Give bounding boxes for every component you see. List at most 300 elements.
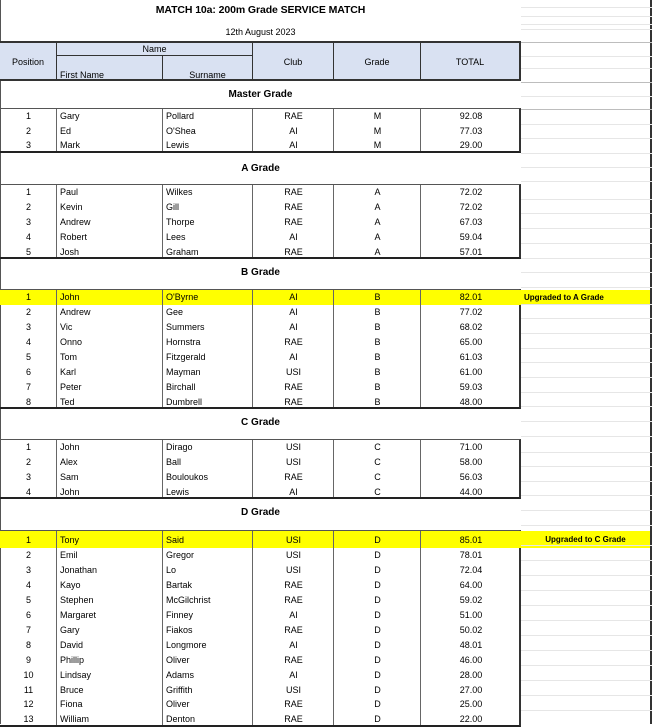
first-name-cell[interactable]: Mark — [60, 140, 80, 151]
table-row[interactable] — [0, 138, 521, 153]
surname-cell[interactable]: Fiakos — [166, 624, 193, 635]
table-row[interactable] — [0, 109, 521, 124]
first-name-cell[interactable]: Vic — [60, 322, 73, 333]
first-name-cell[interactable]: Phillip — [60, 654, 85, 665]
position-cell[interactable]: 1 — [25, 534, 31, 545]
grid-line — [521, 452, 652, 453]
grid-line — [521, 377, 652, 378]
grid-line — [521, 24, 652, 25]
position-cell[interactable]: 3 — [25, 322, 31, 333]
total-cell[interactable]: 58.00 — [459, 457, 483, 468]
surname-cell[interactable]: Lewis — [166, 140, 190, 151]
first-name-cell[interactable]: Ed — [60, 125, 72, 136]
header-name: Name — [142, 44, 167, 54]
column-divider — [420, 290, 421, 407]
first-name-cell[interactable]: Kevin — [60, 202, 83, 213]
grid-line — [521, 272, 652, 273]
grade-cell[interactable]: D — [374, 639, 381, 650]
grid-line — [521, 304, 652, 305]
table-row[interactable] — [0, 652, 521, 667]
first-name-cell[interactable]: Gary — [60, 624, 80, 635]
total-cell[interactable]: 72.04 — [459, 565, 483, 576]
position-cell[interactable]: 12 — [23, 699, 34, 710]
total-cell[interactable]: 48.01 — [459, 639, 483, 650]
grade-cell[interactable]: D — [374, 580, 381, 591]
position-cell[interactable]: 7 — [25, 381, 31, 392]
total-cell[interactable]: 67.03 — [459, 216, 483, 227]
table-row[interactable] — [0, 563, 521, 578]
first-name-cell[interactable]: Emil — [60, 550, 78, 561]
club-cell[interactable]: AI — [289, 125, 298, 136]
club-cell[interactable]: AI — [289, 486, 298, 497]
club-cell[interactable]: AI — [289, 610, 298, 621]
grid-line — [521, 7, 652, 8]
position-cell[interactable]: 4 — [25, 231, 31, 242]
club-cell[interactable]: RAE — [284, 337, 303, 348]
column-divider — [252, 531, 253, 725]
grid-line — [521, 560, 652, 561]
surname-cell[interactable]: O'Byrne — [166, 292, 199, 303]
surname-cell[interactable]: Hornstra — [166, 337, 201, 348]
surname-cell[interactable]: Lewis — [166, 486, 190, 497]
column-divider — [420, 109, 421, 151]
grid-line — [521, 665, 652, 666]
grade-cell[interactable]: A — [374, 202, 381, 213]
position-cell[interactable]: 5 — [25, 352, 31, 363]
total-cell[interactable]: 85.01 — [459, 534, 483, 545]
surname-cell[interactable]: Bartak — [166, 580, 193, 591]
first-name-cell[interactable]: Tom — [60, 352, 78, 363]
total-cell[interactable]: 64.00 — [459, 580, 483, 591]
club-cell[interactable]: RAE — [284, 246, 303, 257]
position-cell[interactable]: 3 — [25, 565, 31, 576]
first-name-cell[interactable]: Onno — [60, 337, 83, 348]
column-divider — [333, 185, 334, 257]
first-name-cell[interactable]: Jonathan — [60, 565, 98, 576]
column-divider — [252, 290, 253, 407]
column-divider — [420, 531, 421, 725]
grid-line — [521, 421, 652, 422]
total-cell[interactable]: 72.02 — [459, 187, 483, 198]
club-cell[interactable]: AI — [289, 322, 298, 333]
first-name-cell[interactable]: Margaret — [60, 610, 97, 621]
total-cell[interactable]: 25.00 — [459, 699, 483, 710]
club-cell[interactable]: RAE — [284, 580, 303, 591]
table-row[interactable] — [0, 305, 521, 320]
club-cell[interactable]: RAE — [284, 381, 303, 392]
first-name-cell[interactable]: Karl — [60, 366, 77, 377]
table-row[interactable] — [0, 394, 521, 409]
grade-cell[interactable]: A — [374, 187, 381, 198]
grid-line — [521, 181, 652, 182]
club-cell[interactable]: USI — [285, 550, 301, 561]
position-cell[interactable]: 5 — [25, 246, 31, 257]
total-cell[interactable]: 27.00 — [459, 684, 483, 695]
club-cell[interactable]: RAE — [284, 714, 303, 725]
first-name-cell[interactable]: Bruce — [60, 684, 84, 695]
table-row[interactable] — [0, 470, 521, 485]
grade-cell[interactable]: C — [374, 442, 381, 453]
table-row[interactable] — [0, 335, 521, 350]
grid-line — [521, 68, 652, 69]
position-cell[interactable]: 3 — [25, 471, 31, 482]
grade-cell[interactable]: D — [374, 610, 381, 621]
grid-line — [521, 109, 652, 110]
surname-cell[interactable]: Oliver — [166, 699, 190, 710]
table-row[interactable] — [0, 365, 521, 380]
section-table — [0, 108, 521, 153]
column-divider — [56, 531, 57, 725]
grade-cell[interactable]: B — [374, 381, 381, 392]
column-divider — [333, 290, 334, 407]
position-cell[interactable]: 1 — [25, 111, 31, 122]
first-name-cell[interactable]: Andrew — [60, 307, 91, 318]
grid-line — [521, 333, 652, 334]
grid-line — [521, 199, 652, 200]
position-cell[interactable]: 13 — [23, 714, 34, 725]
grid-line — [521, 392, 652, 393]
surname-cell[interactable]: Thorpe — [166, 216, 195, 227]
surname-cell[interactable]: Longmore — [166, 639, 207, 650]
grade-cell[interactable]: D — [374, 684, 381, 695]
total-cell[interactable]: 22.00 — [459, 714, 483, 725]
grade-cell[interactable]: B — [374, 292, 381, 303]
grade-cell[interactable]: B — [374, 366, 381, 377]
surname-cell[interactable]: McGilchrist — [166, 595, 211, 606]
table-row[interactable] — [0, 320, 521, 335]
header-total: TOTAL — [455, 57, 485, 67]
surname-cell[interactable]: Dumbrell — [166, 396, 203, 407]
surname-cell[interactable]: Mayman — [166, 366, 201, 377]
club-cell[interactable]: RAE — [284, 654, 303, 665]
position-cell[interactable]: 2 — [25, 307, 31, 318]
club-cell[interactable]: USI — [285, 442, 301, 453]
club-cell[interactable]: RAE — [284, 216, 303, 227]
surname-cell[interactable]: Bouloukos — [166, 471, 209, 482]
grade-cell[interactable]: D — [374, 714, 381, 725]
surname-cell[interactable]: Summers — [166, 322, 205, 333]
column-divider — [56, 290, 57, 407]
grade-cell[interactable]: A — [374, 216, 381, 227]
first-name-cell[interactable]: Josh — [60, 246, 80, 257]
club-cell[interactable]: AI — [289, 669, 298, 680]
header-grade: Grade — [364, 57, 390, 67]
section-title: A Grade — [241, 163, 280, 174]
surname-cell[interactable]: Finney — [166, 610, 194, 621]
position-cell[interactable]: 6 — [25, 610, 31, 621]
total-cell[interactable]: 59.03 — [459, 381, 483, 392]
club-cell[interactable]: RAE — [284, 202, 303, 213]
total-cell[interactable]: 56.03 — [459, 471, 483, 482]
total-cell[interactable]: 51.00 — [459, 610, 483, 621]
grade-cell[interactable]: M — [373, 111, 382, 122]
position-cell[interactable]: 2 — [25, 457, 31, 468]
grid-line — [521, 590, 652, 591]
club-cell[interactable]: USI — [285, 457, 301, 468]
grade-cell[interactable]: D — [374, 669, 381, 680]
total-cell[interactable]: 72.02 — [459, 202, 483, 213]
first-name-cell[interactable]: Lindsay — [60, 669, 92, 680]
grid-line — [521, 167, 652, 168]
table-row[interactable] — [0, 697, 521, 712]
first-name-cell[interactable]: David — [60, 639, 84, 650]
position-cell[interactable]: 4 — [25, 580, 31, 591]
surname-cell[interactable]: O'Shea — [166, 125, 196, 136]
column-divider — [162, 185, 163, 257]
surname-cell[interactable]: Gee — [166, 307, 184, 318]
grade-cell[interactable]: D — [374, 534, 381, 545]
grade-cell[interactable]: A — [374, 231, 381, 242]
position-cell[interactable]: 1 — [25, 187, 31, 198]
club-cell[interactable]: USI — [285, 534, 301, 545]
grade-cell[interactable]: D — [374, 595, 381, 606]
surname-cell[interactable]: Griffith — [166, 684, 193, 695]
grid-line — [521, 243, 652, 244]
total-cell[interactable]: 65.00 — [459, 337, 483, 348]
total-cell[interactable]: 46.00 — [459, 654, 483, 665]
first-name-cell[interactable]: Ted — [60, 396, 75, 407]
column-divider — [252, 440, 253, 497]
surname-cell[interactable]: Lo — [166, 565, 177, 576]
table-row[interactable] — [0, 290, 521, 305]
grade-cell[interactable]: B — [374, 396, 381, 407]
surname-cell[interactable]: Pollard — [166, 111, 195, 122]
table-row[interactable] — [0, 667, 521, 682]
upgrade-note: Upgraded to C Grade — [521, 531, 650, 548]
first-name-cell[interactable]: Andrew — [60, 216, 91, 227]
total-cell[interactable]: 77.03 — [459, 125, 483, 136]
grade-cell[interactable]: D — [374, 565, 381, 576]
surname-cell[interactable]: Graham — [166, 246, 199, 257]
section-table — [0, 289, 521, 409]
column-divider — [162, 440, 163, 497]
grade-cell[interactable]: C — [374, 457, 381, 468]
total-cell[interactable]: 71.00 — [459, 442, 483, 453]
section-title: C Grade — [241, 417, 280, 428]
club-cell[interactable]: USI — [285, 684, 301, 695]
column-divider — [333, 109, 334, 151]
table-row[interactable] — [0, 350, 521, 365]
table-row[interactable] — [0, 455, 521, 470]
first-name-cell[interactable]: Fiona — [60, 699, 83, 710]
position-cell[interactable]: 9 — [25, 654, 31, 665]
club-cell[interactable]: AI — [289, 352, 298, 363]
position-cell[interactable]: 2 — [25, 202, 31, 213]
grid-line — [521, 525, 652, 526]
first-name-cell[interactable]: John — [60, 442, 80, 453]
grid-line — [521, 620, 652, 621]
position-cell[interactable]: 5 — [25, 595, 31, 606]
surname-cell[interactable]: Denton — [166, 714, 196, 725]
position-cell[interactable]: 8 — [25, 639, 31, 650]
position-cell[interactable]: 2 — [25, 550, 31, 561]
first-name-cell[interactable]: Robert — [60, 231, 88, 242]
first-name-cell[interactable]: Sam — [60, 471, 79, 482]
grade-cell[interactable]: C — [374, 471, 381, 482]
table-row[interactable] — [0, 124, 521, 139]
grade-cell[interactable]: D — [374, 699, 381, 710]
table-row[interactable] — [0, 593, 521, 608]
table-header — [0, 41, 521, 81]
document-title: MATCH 10a: 200m Grade SERVICE MATCH — [155, 4, 366, 16]
surname-cell[interactable]: Adams — [166, 669, 195, 680]
grid-line — [521, 348, 652, 349]
grade-cell[interactable]: D — [374, 550, 381, 561]
first-name-cell[interactable]: Peter — [60, 381, 82, 392]
section-title: B Grade — [241, 267, 280, 278]
first-name-cell[interactable]: Stephen — [60, 595, 94, 606]
club-cell[interactable]: RAE — [284, 595, 303, 606]
grid-line — [521, 710, 652, 711]
position-cell[interactable]: 1 — [25, 442, 31, 453]
grade-cell[interactable]: M — [373, 125, 382, 136]
grid-line — [521, 258, 652, 259]
grid-line — [521, 56, 652, 57]
column-divider — [333, 440, 334, 497]
position-cell[interactable]: 3 — [25, 140, 31, 151]
position-cell[interactable]: 4 — [25, 337, 31, 348]
table-row[interactable] — [0, 637, 521, 652]
table-row[interactable] — [0, 200, 521, 215]
grid-line — [521, 650, 652, 651]
position-cell[interactable]: 2 — [25, 125, 31, 136]
club-cell[interactable]: AI — [289, 307, 298, 318]
grid-line — [521, 138, 652, 139]
table-row[interactable] — [0, 531, 521, 548]
table-row[interactable] — [0, 712, 521, 727]
header-first-name: First Name — [60, 70, 105, 80]
table-row[interactable] — [0, 623, 521, 638]
section-title: Master Grade — [228, 89, 293, 100]
grid-line — [521, 29, 652, 30]
section-title: D Grade — [241, 507, 280, 518]
position-cell[interactable]: 1 — [25, 292, 31, 303]
club-cell[interactable]: USI — [285, 565, 301, 576]
column-divider — [162, 109, 163, 151]
document-date: 12th August 2023 — [225, 27, 296, 37]
club-cell[interactable]: RAE — [284, 396, 303, 407]
total-cell[interactable]: 61.00 — [459, 366, 483, 377]
table-row[interactable] — [0, 379, 521, 394]
club-cell[interactable]: RAE — [284, 699, 303, 710]
surname-cell[interactable]: Birchall — [166, 381, 196, 392]
surname-cell[interactable]: Dirago — [166, 442, 193, 453]
total-cell[interactable]: 57.01 — [459, 246, 483, 257]
position-cell[interactable]: 11 — [23, 684, 34, 695]
surname-cell[interactable]: Said — [166, 534, 185, 545]
surname-cell[interactable]: Lees — [166, 231, 186, 242]
total-cell[interactable]: 59.02 — [459, 595, 483, 606]
total-cell[interactable]: 44.00 — [459, 486, 483, 497]
table-row[interactable] — [0, 440, 521, 455]
grade-cell[interactable]: D — [374, 654, 381, 665]
grade-cell[interactable]: B — [374, 337, 381, 348]
table-row[interactable] — [0, 484, 521, 499]
grade-cell[interactable]: D — [374, 624, 381, 635]
grid-line — [521, 124, 652, 125]
club-cell[interactable]: USI — [285, 366, 301, 377]
grid-line — [521, 510, 652, 511]
club-cell[interactable]: AI — [289, 140, 298, 151]
total-cell[interactable]: 82.01 — [459, 292, 483, 303]
grid-line — [521, 406, 652, 407]
table-row[interactable] — [0, 185, 521, 200]
position-cell[interactable]: 4 — [25, 486, 31, 497]
column-divider — [56, 185, 57, 257]
surname-cell[interactable]: Oliver — [166, 654, 190, 665]
total-cell[interactable]: 77.02 — [459, 307, 483, 318]
first-name-cell[interactable]: Tony — [60, 534, 80, 545]
surname-cell[interactable]: Gill — [166, 202, 179, 213]
first-name-cell[interactable]: Paul — [60, 187, 79, 198]
table-row[interactable] — [0, 578, 521, 593]
position-cell[interactable]: 6 — [25, 366, 31, 377]
grid-line — [521, 605, 652, 606]
position-cell[interactable]: 10 — [23, 669, 34, 680]
table-row[interactable] — [0, 244, 521, 259]
club-cell[interactable]: AI — [289, 231, 298, 242]
surname-cell[interactable]: Fitzgerald — [166, 352, 206, 363]
grade-cell[interactable]: A — [374, 246, 381, 257]
first-name-cell[interactable]: Alex — [60, 457, 78, 468]
total-cell[interactable]: 50.02 — [459, 624, 483, 635]
total-cell[interactable]: 78.01 — [459, 550, 483, 561]
club-cell[interactable]: RAE — [284, 111, 303, 122]
club-cell[interactable]: AI — [289, 292, 298, 303]
club-cell[interactable]: RAE — [284, 471, 303, 482]
table-row[interactable] — [0, 608, 521, 623]
grid-line — [521, 318, 652, 319]
grid-line — [521, 228, 652, 229]
grade-cell[interactable]: B — [374, 307, 381, 318]
table-row[interactable] — [0, 215, 521, 230]
first-name-cell[interactable]: Kayo — [60, 580, 81, 591]
first-name-cell[interactable]: John — [60, 292, 80, 303]
table-row[interactable] — [0, 548, 521, 563]
grade-cell[interactable]: M — [373, 140, 382, 151]
grid-line — [521, 495, 652, 496]
column-divider — [252, 109, 253, 151]
total-cell[interactable]: 59.04 — [459, 231, 483, 242]
total-cell[interactable]: 28.00 — [459, 669, 483, 680]
position-cell[interactable]: 8 — [25, 396, 31, 407]
first-name-cell[interactable]: John — [60, 486, 80, 497]
grade-cell[interactable]: C — [374, 486, 381, 497]
total-cell[interactable]: 48.00 — [459, 396, 483, 407]
position-cell[interactable]: 7 — [25, 624, 31, 635]
position-cell[interactable]: 3 — [25, 216, 31, 227]
club-cell[interactable]: RAE — [284, 624, 303, 635]
table-row[interactable] — [0, 229, 521, 244]
first-name-cell[interactable]: Gary — [60, 111, 80, 122]
club-cell[interactable]: AI — [289, 639, 298, 650]
grade-cell[interactable]: B — [374, 322, 381, 333]
table-row[interactable] — [0, 682, 521, 697]
first-name-cell[interactable]: William — [60, 714, 89, 725]
grade-cell[interactable]: B — [374, 352, 381, 363]
total-cell[interactable]: 29.00 — [459, 140, 483, 151]
grid-line — [521, 16, 652, 17]
header-club: Club — [283, 57, 303, 67]
surname-cell[interactable]: Wilkes — [166, 187, 193, 198]
total-cell[interactable]: 68.02 — [459, 322, 483, 333]
surname-cell[interactable]: Gregor — [166, 550, 195, 561]
surname-cell[interactable]: Ball — [166, 457, 182, 468]
total-cell[interactable]: 61.03 — [459, 352, 483, 363]
total-cell[interactable]: 92.08 — [459, 111, 483, 122]
club-cell[interactable]: RAE — [284, 187, 303, 198]
grid-line — [521, 680, 652, 681]
